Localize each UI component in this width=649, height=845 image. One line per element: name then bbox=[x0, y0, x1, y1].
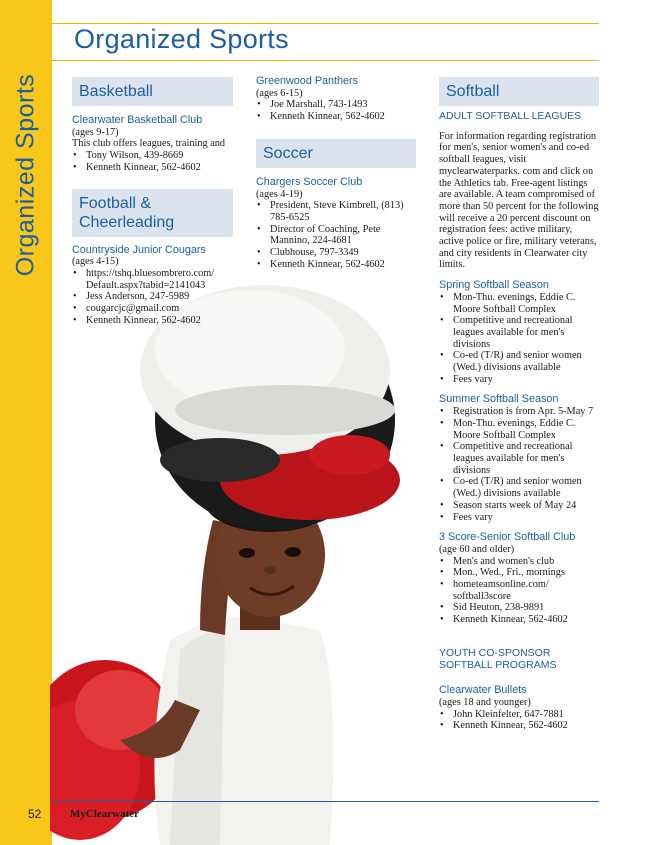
list-item: • Director of Coaching, Pete Mannino, 224-4681 bbox=[270, 224, 416, 247]
greenwood-ages: (ages 6-15) bbox=[256, 87, 303, 99]
footer-brand: MyClearwater bbox=[70, 808, 140, 820]
bullets-list bbox=[439, 709, 599, 732]
soccer-list bbox=[256, 200, 416, 270]
basketball-heading: Basketball bbox=[72, 77, 233, 106]
bullets-title: Clearwater Bullets bbox=[439, 684, 527, 697]
list-item-link[interactable]: • https://tshq.bluesombrero.com/ Default.aspx?tabid=2141043 bbox=[86, 268, 233, 291]
greenwood-list bbox=[256, 99, 416, 122]
list-item: • Fees vary bbox=[453, 374, 599, 386]
list-item: • Fees vary bbox=[453, 512, 599, 524]
list-item: • Mon-Thu. evenings, Eddie C. Moore Softball Complex bbox=[453, 292, 599, 315]
list-item: • Kenneth Kinnear, 562-4602 bbox=[86, 315, 233, 327]
football-list bbox=[72, 268, 233, 327]
column-left bbox=[72, 77, 233, 326]
list-item: • Sid Heuton, 238-9891 bbox=[453, 602, 599, 614]
list-item: • Kenneth Kinnear, 562-4602 bbox=[270, 111, 416, 123]
three-score-ages: (age 60 and older) bbox=[439, 543, 515, 555]
three-score-list bbox=[439, 556, 599, 626]
column-right bbox=[439, 77, 599, 732]
column-middle bbox=[256, 76, 416, 270]
list-item: • Competitive and recreational leagues available for men's divisions bbox=[453, 315, 599, 350]
list-item: • Registration is from Apr. 5-May 7 bbox=[453, 406, 599, 418]
list-item-link[interactable]: • hometeamsonline.com/ softball3score bbox=[453, 579, 599, 602]
list-item: • President, Steve Kimbrell, (813) 785-6525 bbox=[270, 200, 416, 223]
sidebar-title bbox=[4, 75, 48, 275]
list-item: • Co-ed (T/R) and senior women (Wed.) divisions available bbox=[453, 350, 599, 373]
page-title: Organized Sports bbox=[74, 24, 289, 54]
spring-season-title: Spring Softball Season bbox=[439, 279, 549, 292]
title-rule bbox=[52, 60, 599, 61]
football-ages: (ages 4-15) bbox=[72, 256, 119, 268]
list-item: • Joe Marshall, 743-1493 bbox=[270, 99, 416, 111]
softball-heading: Softball bbox=[439, 77, 599, 106]
list-item: • Kenneth Kinnear, 562-4602 bbox=[270, 259, 416, 271]
footer-rule bbox=[52, 801, 599, 802]
list-item-email[interactable]: • cougarcjc@gmail.com bbox=[86, 303, 233, 315]
basketball-desc: This club offers leagues, training and bbox=[72, 138, 226, 150]
soccer-heading: Soccer bbox=[256, 139, 416, 168]
list-item: • Clubhouse, 797-3349 bbox=[270, 247, 416, 259]
youth-softball-label: YOUTH CO-SPONSOR SOFTBALL PROGRAMS bbox=[439, 646, 557, 671]
list-item: • Tony Wilson, 439-8669 bbox=[86, 150, 233, 162]
soccer-ages: (ages 4-19) bbox=[256, 188, 303, 200]
list-item: • Kenneth Kinnear, 562-4602 bbox=[453, 720, 599, 732]
three-score-title: 3 Score-Senior Softball Club bbox=[439, 531, 576, 544]
greenwood-org: Greenwood Panthers bbox=[256, 75, 359, 87]
list-item: • Men's and women's club bbox=[453, 556, 599, 568]
list-item: • Mon., Wed., Fri., mornings bbox=[453, 567, 599, 579]
bullets-ages: (ages 18 and younger) bbox=[439, 696, 531, 708]
basketball-ages: (ages 9-17) bbox=[72, 126, 119, 138]
list-item: • Kenneth Kinnear, 562-4602 bbox=[453, 614, 599, 626]
list-item: • John Kleinfelter, 647-7881 bbox=[453, 709, 599, 721]
list-item: • Competitive and recreational leagues available for men's divisions bbox=[453, 441, 599, 476]
list-item: • Kenneth Kinnear, 562-4602 bbox=[86, 162, 233, 174]
cheerleader-photo bbox=[50, 270, 490, 845]
basketball-org: Clearwater Basketball Club bbox=[72, 114, 203, 126]
summer-season-title: Summer Softball Season bbox=[439, 393, 559, 406]
list-item: • Jess Anderson, 247-5989 bbox=[86, 291, 233, 303]
basketball-list bbox=[72, 150, 233, 173]
adult-softball-label: ADULT SOFTBALL LEAGUES bbox=[439, 110, 582, 122]
football-heading: Football & Cheerleading bbox=[72, 189, 233, 237]
page-number: 52 bbox=[28, 807, 42, 821]
football-org: Countryside Junior Cougars bbox=[72, 243, 206, 256]
summer-list bbox=[439, 406, 599, 523]
soccer-org: Chargers Soccer Club bbox=[256, 175, 363, 188]
sidebar-title-text: Organized Sports bbox=[11, 73, 40, 277]
spring-list bbox=[439, 292, 599, 386]
list-item: • Mon-Thu. evenings, Eddie C. Moore Softball Complex bbox=[453, 418, 599, 441]
list-item: • Co-ed (T/R) and senior women (Wed.) divisions available bbox=[453, 476, 599, 499]
list-item: • Season starts week of May 24 bbox=[453, 500, 599, 512]
softball-intro: For information regarding registration for men's, senior women's and co-ed softball leagues, visit myclearwaterparks. com and click on the Athletics tab. Free-agent listings are available. A team compromised of more than 50 percent for the following will receive a 20 percent discount on registration fees: active military, active police or fire, military veterans, and city residents in Clearwater city limits. bbox=[439, 130, 599, 271]
